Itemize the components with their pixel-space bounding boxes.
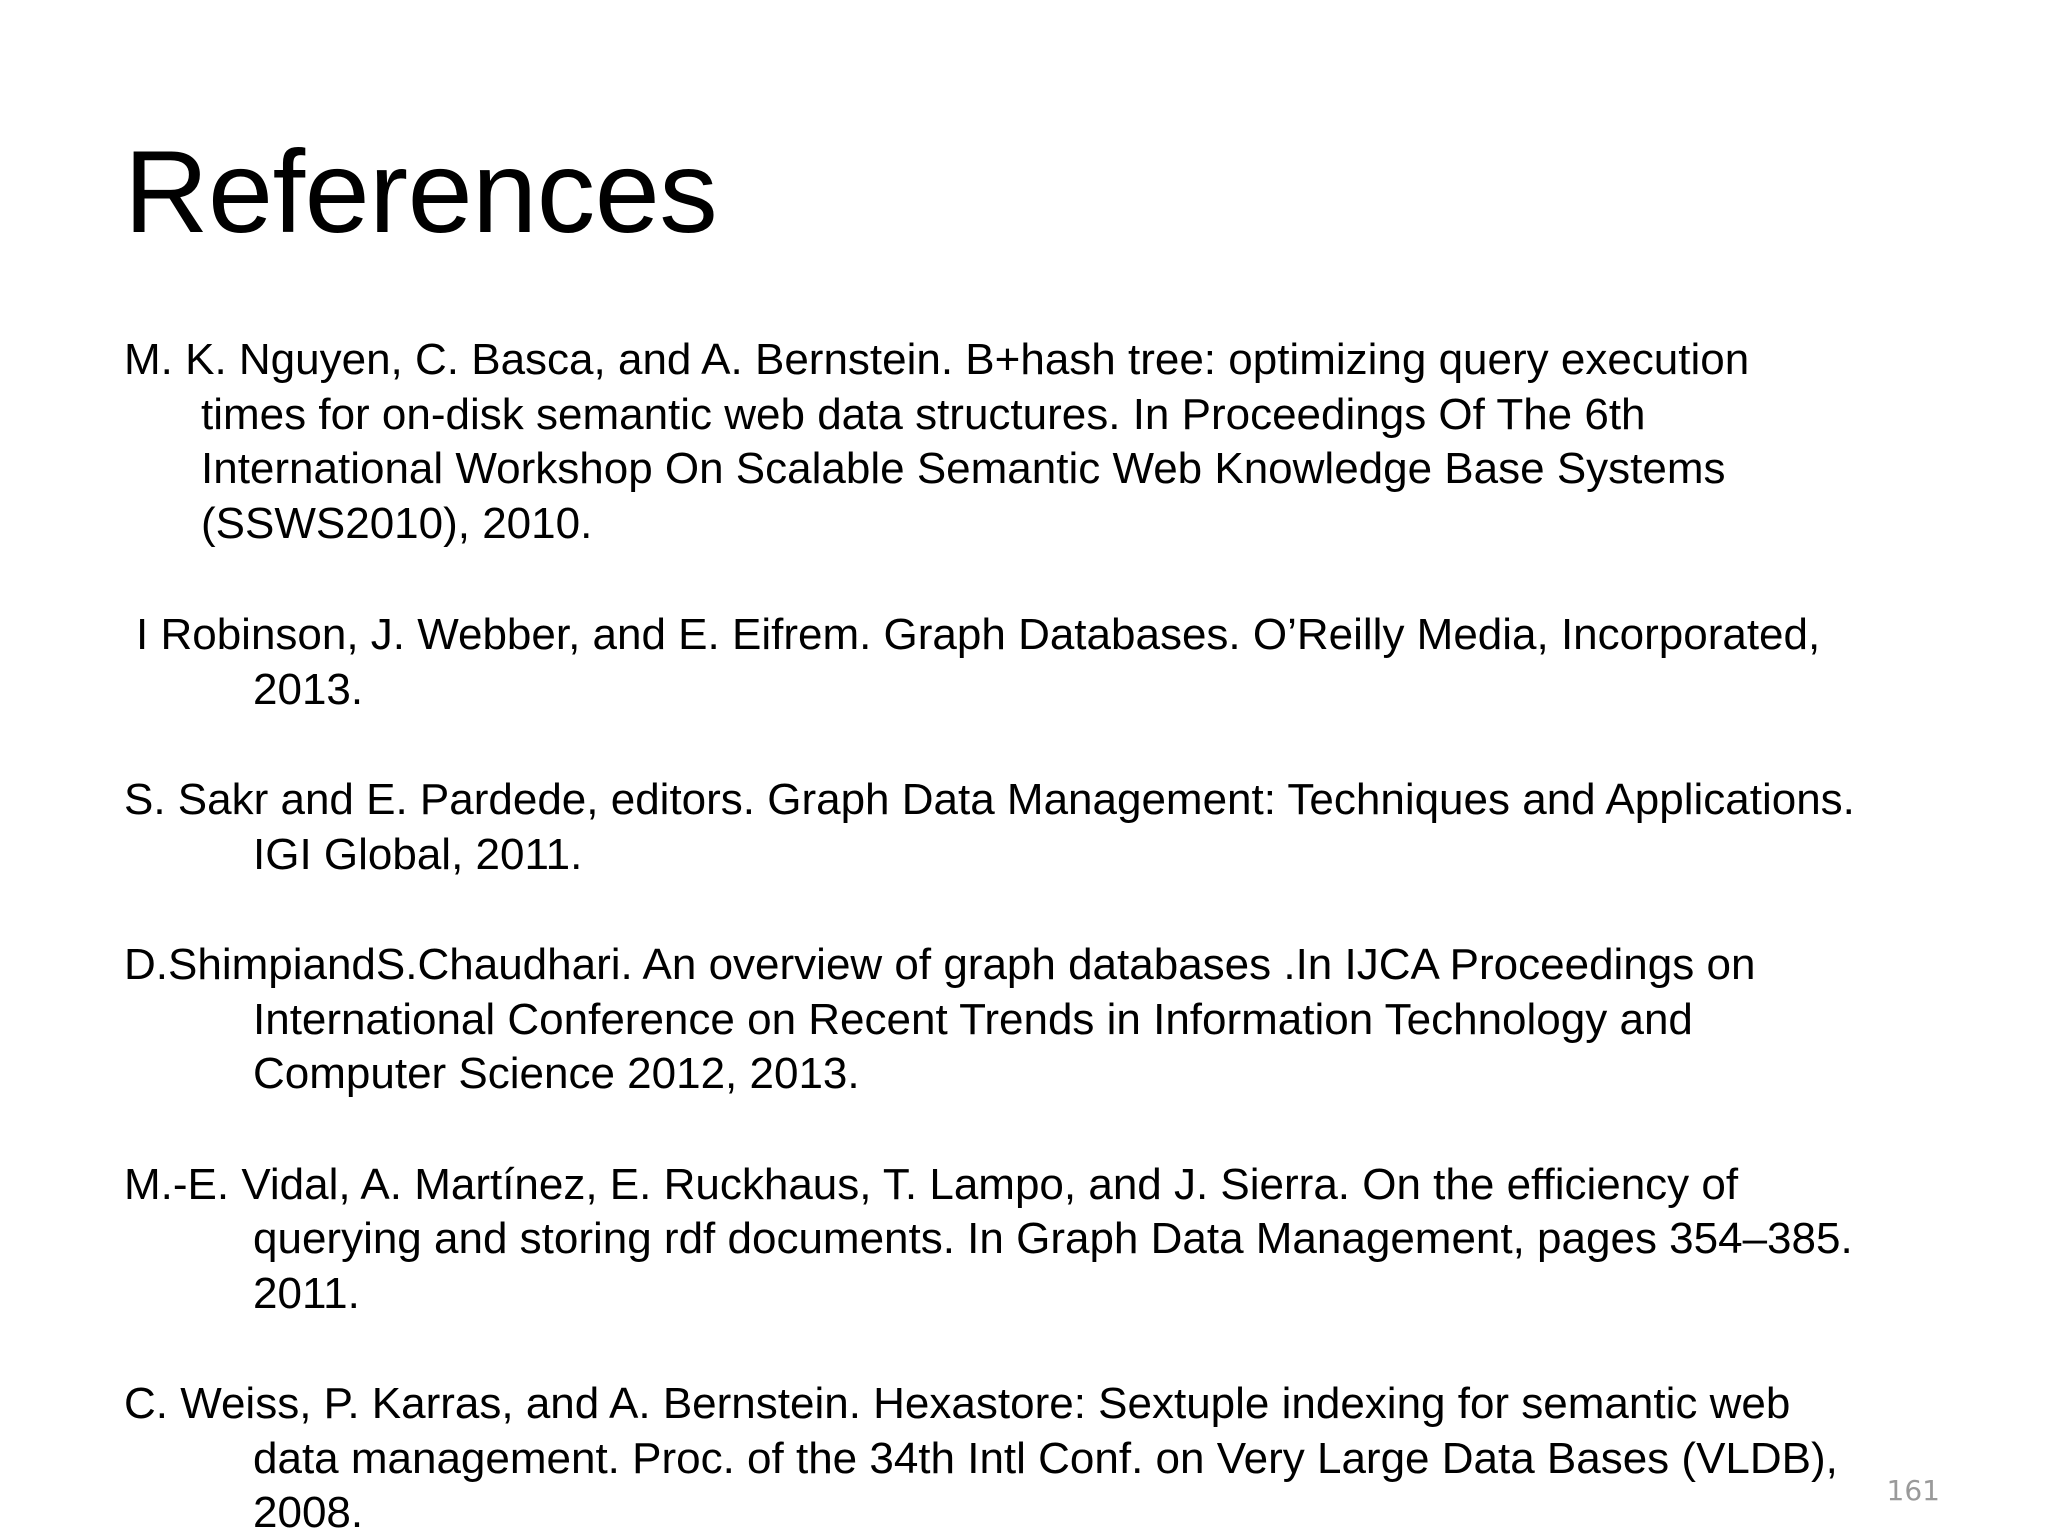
reference-line: IGI Global, 2011. [253,829,583,879]
reference-line: 2013. [253,664,364,714]
reference-line: S. Sakr and E. Pardede, editors. Graph Data Management: Techniques and Applications. [124,775,1855,824]
reference-line: M.-E. Vidal, A. Martínez, E. Ruckhaus, T. Lampo, and J. Sierra. On the efficiency of [124,1159,1739,1209]
reference-line: International Conference on Recent Trends in Information Technology and [253,994,1693,1044]
reference-item [124,333,2004,551]
reference-line: querying and storing rdf documents. In Graph Data Management, pages 354–385. [253,1214,1853,1263]
reference-item [124,1377,2004,1536]
reference-item [124,1158,2004,1322]
reference-line: C. Weiss, P. Karras, and A. Bernstein. Hexastore: Sextuple indexing for semantic web [124,1379,1791,1428]
reference-line: Computer Science 2012, 2013. [253,1049,860,1098]
reference-item [124,938,2004,1102]
reference-item [124,773,2004,882]
slide-title: References [124,126,718,257]
reference-line: 2011. [253,1268,360,1318]
reference-list [124,333,2004,1536]
reference-line: International Workshop On Scalable Semantic Web Knowledge Base Systems [201,444,1726,493]
reference-line: M. K. Nguyen, C. Basca, and A. Bernstein. B+hash tree: optimizing query execution [124,335,1750,384]
reference-line: D.ShimpiandS.Chaudhari. An overview of graph databases .In IJCA Proceedings on [124,940,1756,989]
reference-line: (SSWS2010), 2010. [201,498,593,548]
page-number: 161 [1886,1474,1940,1507]
reference-line: I Robinson, J. Webber, and E. Eifrem. Graph Databases. O’Reilly Media, Incorporated, [136,610,1821,659]
reference-line: data management. Proc. of the 34th Intl Conf. on Very Large Data Bases (VLDB), [253,1433,1838,1483]
reference-line: times for on-disk semantic web data structures. In Proceedings Of The 6th [201,389,1646,439]
reference-item [124,608,2004,717]
reference-line: 2008. [253,1488,364,1536]
